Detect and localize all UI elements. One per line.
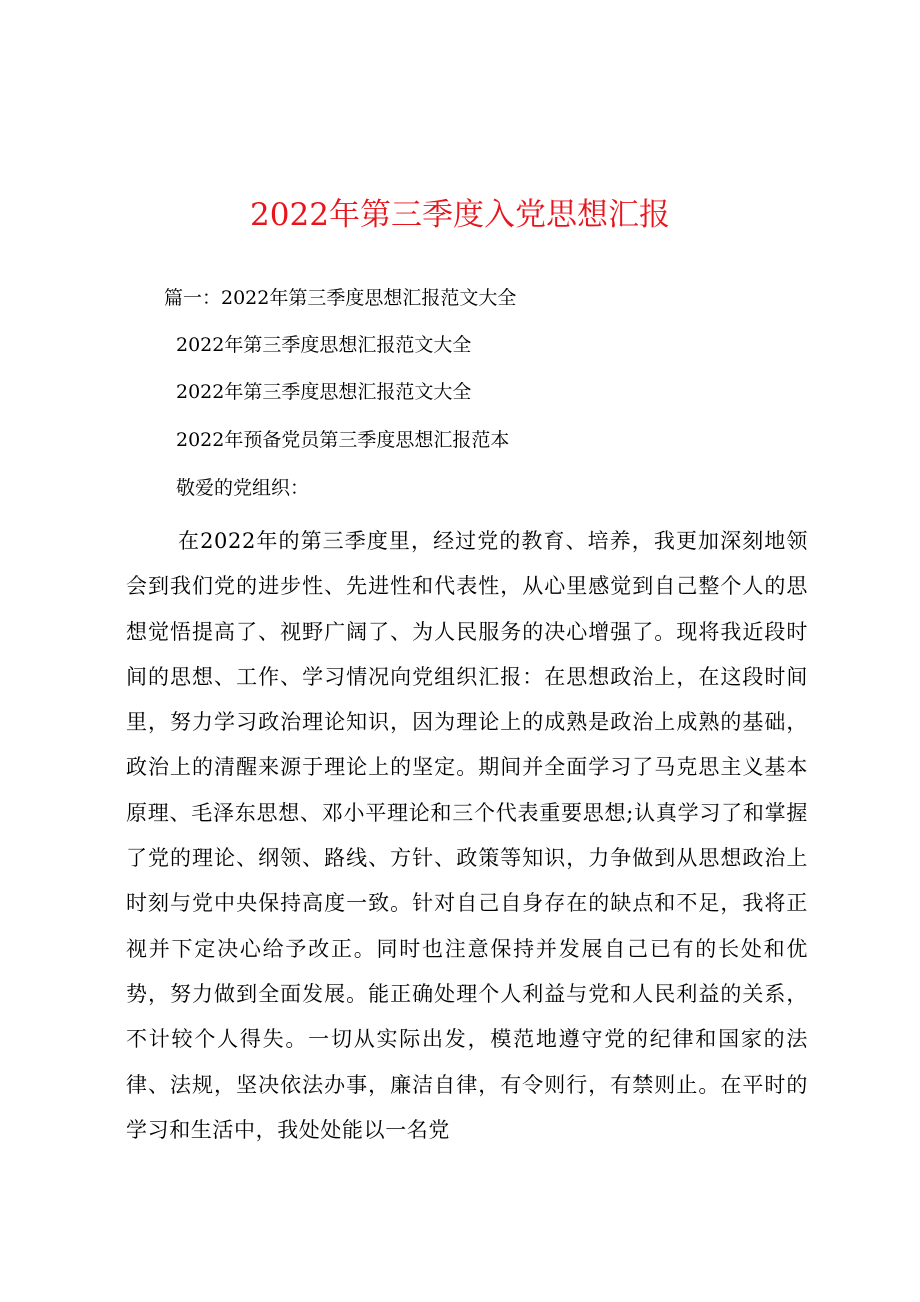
document-title: 2022年第三季度入党思想汇报 [250, 197, 670, 233]
salutation: 敬爱的党组织： [176, 477, 310, 499]
subtitle-line: 2022年第三季度思想汇报范文大全 [176, 334, 472, 356]
subtitle-line: 2022年第三季度思想汇报范文大全 [176, 381, 472, 403]
body-paragraph: 在2022年的第三季度里，经过党的教育、培养，我更加深刻地领会到我们党的进步性、先进性和代表性，从心里感觉到自己整个人的思想觉悟提高了、视野广阔了、为人民服务的决心增强了。现将我近段时间的思想、工作、学习情况向党组织汇报：在思想政治上，在这段时间里，努力学习政治理论知识，因为理论上的成熟是政治上成熟的基础，政治上的清醒来源于理论上的坚定。期间并全面学习了马克思主义基本原理、毛泽东思想、邓小平理论和三个代表重要思想;认真学习了和掌握了党的理论、纲领、路线、方针、政策等知识，力争做到从思想政治上时刻与党中央保持高度一致。针对自己自身存在的缺点和不足，我将正视并下定决心给予改正。同时也注意保持并发展自己已有的长处和优势，努力做到全面发展。能正确处理个人利益与党和人民利益的关系，不计较个人得失。一切从实际出发，模范地遵守党的纪律和国家的法律、法规，坚决依法办事，廉洁自律，有令则行，有禁则止。在平时的学习和生活中，我处处能以一名党 [126, 529, 808, 1142]
chapter-heading: 篇一：2022年第三季度思想汇报范文大全 [164, 287, 517, 309]
subtitle-line: 2022年预备党员第三季度思想汇报范本 [176, 429, 510, 451]
